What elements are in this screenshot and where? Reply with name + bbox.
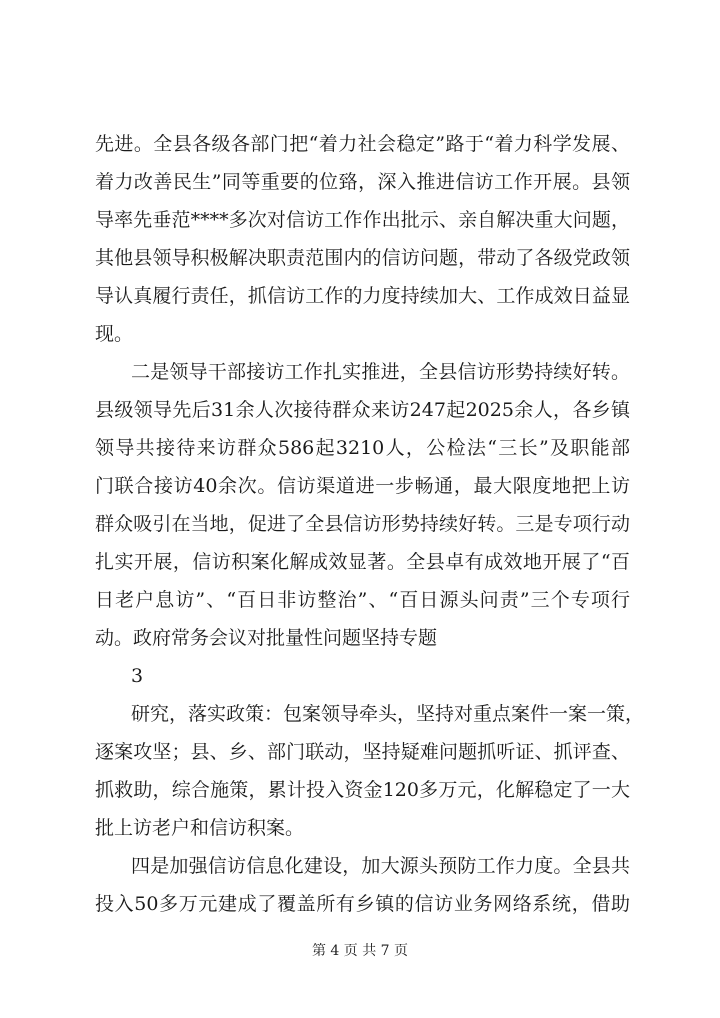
page-footer: 第 4 页 共 7 页: [311, 943, 409, 959]
inline-page-number: 3: [131, 665, 144, 687]
body-line: 动。政府常务会议对批量性问题坚持专题: [95, 627, 438, 649]
body-line: 导率先垂范****多次对信访工作作出批示、亲自解决重大问题，: [95, 209, 630, 231]
body-line: 其他县领导积极解决职责范围内的信访问题，带动了各级党政领: [95, 247, 630, 269]
body-line: 扎实开展，信访积案化解成效显著。全县卓有成效地开展了“百: [95, 551, 630, 573]
body-line: 现。: [95, 323, 134, 345]
body-line: 抓救助，综合施策，累计投入资金120多万元，化解稳定了一大: [95, 779, 630, 801]
body-line: 逐案攻坚；县、乡、部门联动，坚持疑难问题抓听证、抓评查、: [95, 741, 630, 763]
body-line: 研究，落实政策：包案领导牵头，坚持对重点案件一案一策，: [131, 703, 645, 725]
body-line: 四是加强信访信息化建设，加大源头预防工作力度。全县共: [131, 855, 630, 877]
body-line: 群众吸引在当地，促进了全县信访形势持续好转。三是专项行动: [95, 513, 630, 535]
body-line: 二是领导干部接访工作扎实推进，全县信访形势持续好转。: [131, 361, 630, 383]
document-body: [95, 125, 645, 923]
body-line: 日老户息访”、“百日非访整治”、“百日源头问责”三个专项行: [95, 589, 630, 611]
body-line: 导认真履行责任，抓信访工作的力度持续加大、工作成效日益显: [95, 285, 630, 307]
body-line: 批上访老户和信访积案。: [95, 817, 305, 839]
body-line: 领导共接待来访群众586起3210人，公检法“三长”及职能部: [95, 437, 630, 459]
body-line: 门联合接访40余次。信访渠道进一步畅通，最大限度地把上访: [95, 475, 630, 497]
body-line: 先进。全县各级各部门把“着力社会稳定”路于“着力科学发展、: [95, 133, 630, 155]
body-line: 县级领导先后31余人次接待群众来访247起2025余人，各乡镇: [95, 399, 630, 421]
body-line: 投入50多万元建成了覆盖所有乡镇的信访业务网络系统，借助: [95, 893, 630, 915]
body-line: 着力改善民生”同等重要的位臵，深入推进信访工作开展。县领: [95, 171, 630, 193]
